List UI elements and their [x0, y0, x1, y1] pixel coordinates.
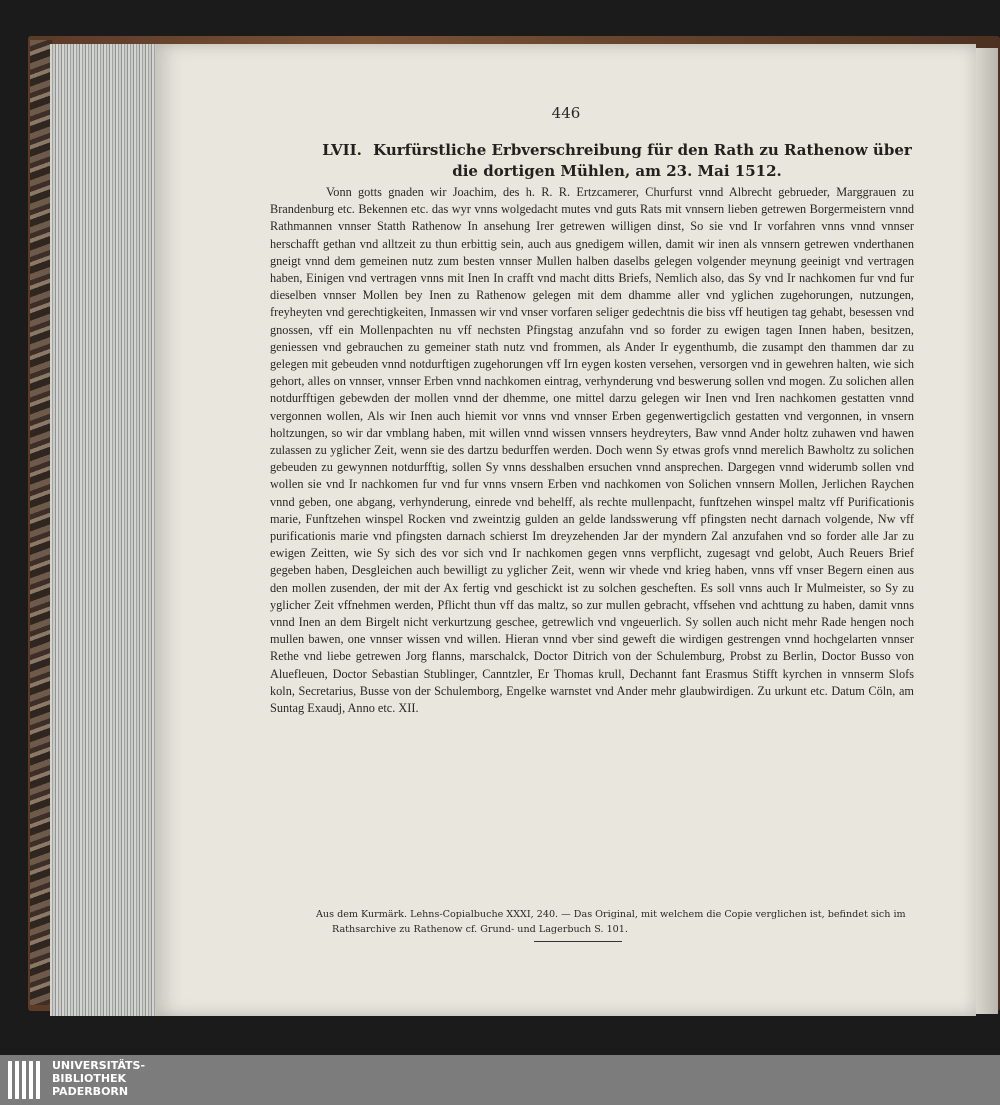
- footnote-rule: [534, 941, 622, 942]
- page-right-edge: [976, 48, 998, 1014]
- library-line-2: BIBLIOTHEK: [52, 1072, 127, 1085]
- library-line-3: PADERBORN: [52, 1085, 129, 1098]
- document-heading: [316, 140, 918, 182]
- source-footnote: Aus dem Kurmärk. Lehns-Copialbuche XXXI, 240. — Das Original, mit welchem die Copie verglichen ist, befindet sich im Rathsarchive zu Rathenow cf. Grund- und Lagerbuch S. 101.: [316, 909, 906, 935]
- library-logo-icon: [8, 1061, 44, 1099]
- page-stack-edge: [50, 44, 158, 1016]
- library-line-1: UNIVERSITÄTS-: [52, 1059, 146, 1072]
- library-footer: [0, 1055, 1000, 1105]
- page-number: 446: [551, 104, 581, 122]
- document-body: Vonn gotts gnaden wir Joachim, des h. R. R. Ertzcamerer, Churfurst vnnd Albrecht gebrueder, Marggrauen zu Brandenburg etc. Bekennen etc. das wyr vnns wolgedacht mutes vnd guts Rats mit vnnsern lieben getrewen Borgermeistern vnnd Rathmannen vnnser Statth Rathenow In ansehung Irer getrewen willigen dinst, So sie vnd Ir vorfahren vnns vnnd vnnser herschafft gethan vnd alltzeit zu thun erbittig sein, auch aus gnedigem willen, damit wir inen als vnnsern getrewen vnderthanen gneigt vnnd dem gemeinen nutz zum besten vnnser Mullen halben daselbs gelegen volgender meynung geeinigt vnd vertragen haben, Einigen vnd vertragen vnns mit Inen In crafft vnd macht ditts Briefs, Nemlich also, das Sy vnd Ir nachkomen fur vnd fur dieselben vnnser Mollen bey Inen zu Rathenow gelegen mit dem dhamme aller vnd yglichen zugehorungen, nutzungen, freyheyten vnd gerechtigkeiten, Inmassen wir vnd vnser vorfaren seliger gedechtnis die biss vff heutigen tag gehabt, besessen vnd gnossen, vff ein Mollenpachten nu vff nechsten Pfingstag anzufahn vnd so forder zu ewigen tagen Innen haben, besitzen, geniessen vnd gebrauchen zu gemeiner stath nutz vnd frommen, als Ander Ir eygenthumb, die zusampt den thammen dar zu gelegen mit gebeuden vnnd notdurftigen zugehorungen vff Irn eygen kosten versehen, versorgen vnd in gewehren halten, wie sich gehort, alles on vnnser, vnnser Erben vnnd nachkomen eintrag, verhynderung vnd beswerung sollen vnd mogen. Zu solichen allen notdurfftigen gebewden der mollen vnnd der dhemme, one mittel darzu gelegen wir Inen vnd Iren nachkomen gestatten vnnd vergonnen wollen, Als wir Inen auch hiemit vor vnns vnd vnnser Erben gegenwertigclich gestatten vnd vergonnen, in vnsern holtzungen, so wir dar vmblang haben, mit willen vnnd wissen vnnsers heydreyters, Baw vnnd Ander holtz zuhawen vnd hawen zulassen zu yglicher Zeit, wenn sie des dartzu bedurffen werden. Doch wenn Sy etwas grofs vnnd merelich Bawholtz zu solichen gebeuden zu gewynnen notdurfftig, sollen Sy vnns desshalben ersuchen vnnd ansprechen. Dargegen vnnd widerumb sollen vnd wollen sie vnd Ir nachkomen fur vnd fur vnns vnsern Erben vnd nachkomen von Solichen vnnsern Mollen, Jerlichen Raychen vnnd geben, one abgang, verhynderung, einrede vnd behelff, als rechte mullenpacht, funftzehen winspel maltz vff Purificationis marie, Funftzehen winspel Rocken vnd zweintzig gulden an gelde landsswerung vff pfingsten necht darnach volgende, Nw vff purificationis marie vnd pfingsten darnach schierst Im dreyzehenden Jar der myndern Zal anzufahen vnd so forder alle Jar zu ewigen Zeitten, wie Sy sich des vor sich vnd Ir nachkomen gegen vnns verpflicht, zugesagt vnd gelobt, Auch Reuers Brief gegeben haben, Desgleichen auch bewilligt zu yglicher Zeit, wenn wir vhede vnd krieg haben, vnns vff vnser Begern einen aus den mollen zusenden, der mit der Ax fertig vnd geschickt ist zu solchen gescheften. Es soll vnns auch Ir Mulmeister, so Sy zu yglicher Zeit vffnehmen werden, Pflicht thun vff das maltz, so zur mullen gebracht, vffsehen vnd achttung zu haben, damit vnns vnnd Inen an dem Birgelt nicht verkurtzung geschee, getrewlich vnd vngeuerlich. Sy sollen auch nicht mehr Rade hengen noch mullen bawen, one vnnser wissen vnd willen. Hieran vnnd vber sind geweft die wirdigen gestrengen vnnd hochgelarten vnnser Rethe vnd liebe getrewen Jorg flanns, marschalck, Doctor Ditrich von der Schulemburg, Probst zu Berlin, Doctor Busso von Aluefleuen, Doctor Sebastian Stublinger, Canntzler, Er Thomas krull, Dechannt fant Erasmus Stifft kyrchen in vnnserm Slofs koln, Secretarius, Busse von der Schulemborg, Engelke warnstet vnd Ander mehr glaubwirdigen. Zu urkunt etc. Datum Cöln, am Suntag Exaudj, Anno etc. XII.: [270, 185, 914, 716]
- heading-text: Kurfürstliche Erbverschreibung für den Rath zu Rathenow über die dortigen Mühlen, am 23. Mai 1512.: [373, 141, 912, 180]
- book-page: [156, 44, 976, 1016]
- marbled-edge: [30, 40, 52, 1005]
- heading-number: LVII.: [322, 141, 362, 159]
- library-name: [52, 1059, 145, 1098]
